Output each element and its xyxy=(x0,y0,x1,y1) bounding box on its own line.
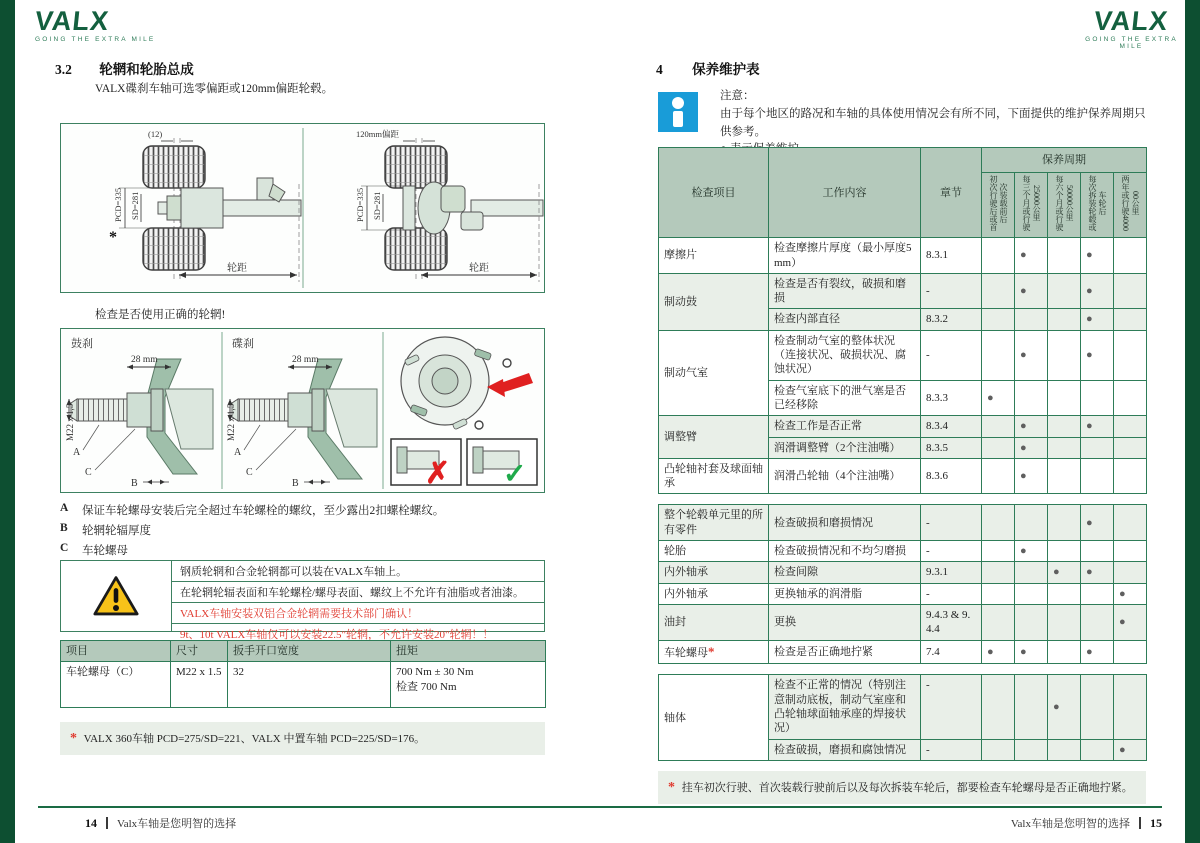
torque-header-size: 尺寸 xyxy=(171,641,228,662)
label-offset-120: 120mm偏距 xyxy=(356,129,399,139)
dot-cell xyxy=(1048,505,1081,541)
table-row xyxy=(659,505,1147,541)
dot-cell xyxy=(1114,505,1147,541)
abc-legend xyxy=(60,502,560,562)
maintenance-tables xyxy=(658,147,1146,804)
chapter-cell: - xyxy=(921,583,982,604)
period-col-2 xyxy=(1015,173,1048,238)
torque-header-torque: 扭矩 xyxy=(391,641,546,662)
table-row xyxy=(659,541,1147,562)
torque-header-wrench: 扳手开口宽度 xyxy=(228,641,391,662)
hub-panel xyxy=(391,337,537,490)
work-cell: 检查内部直径 xyxy=(769,309,921,330)
header-chapter: 章节 xyxy=(921,148,982,238)
page-number-left: 14 xyxy=(85,815,97,830)
torque-size: M22 x 1.5 xyxy=(171,662,228,708)
label-track-right: 轮距 xyxy=(469,263,489,274)
dot-cell xyxy=(982,238,1015,274)
label-track-left: 轮距 xyxy=(227,263,247,274)
dot-cell: ● xyxy=(1015,330,1048,380)
table-row xyxy=(659,583,1147,604)
period-col-4 xyxy=(1081,173,1114,238)
chapter-cell: - xyxy=(921,541,982,562)
dot-cell xyxy=(1114,458,1147,494)
torque-table xyxy=(60,640,546,708)
footnote-star: * xyxy=(70,731,77,746)
label-a-drum: A xyxy=(73,447,81,458)
dot-cell xyxy=(982,437,1015,458)
dot-cell xyxy=(1081,604,1114,640)
dot-cell xyxy=(1114,380,1147,416)
dot-cell: ● xyxy=(1081,562,1114,583)
disc-panel-label: 碟刹 xyxy=(232,338,254,350)
left-edge-band xyxy=(0,0,15,843)
table-row xyxy=(659,416,1147,437)
dot-cell: ● xyxy=(1081,273,1114,309)
dot-cell xyxy=(1015,380,1048,416)
dot-cell: ● xyxy=(982,640,1015,664)
legend-key-b: B xyxy=(60,522,68,534)
dot-cell xyxy=(1048,330,1081,380)
info-icon xyxy=(658,92,698,132)
header-check-item: 检查项目 xyxy=(659,148,769,238)
work-cell: 检查是否正确地拧紧 xyxy=(769,640,921,664)
label-28mm-drum: 28 mm xyxy=(131,355,158,365)
torque-wrench: 32 xyxy=(228,662,391,708)
legend-text-a: 保证车轮螺母安装后完全超过车轮螺栓的螺纹，至少露出2扣螺栓螺纹。 xyxy=(82,505,445,517)
dot-cell xyxy=(1114,273,1147,309)
dot-cell xyxy=(982,309,1015,330)
dot-cell xyxy=(982,675,1015,739)
dot-cell xyxy=(982,505,1015,541)
left-footnote xyxy=(60,722,545,755)
item-cell: 油封 xyxy=(659,604,769,640)
dot-cell xyxy=(1081,458,1114,494)
item-cell: 摩擦片 xyxy=(659,238,769,274)
warning-line-2: 在轮辋轮辐表面和车轮螺栓/螺母表面、螺纹上不允许有油脂或者油漆。 xyxy=(172,581,544,602)
info-icon-stem xyxy=(673,111,683,127)
label-c-disc: C xyxy=(246,467,253,478)
dot-cell: ● xyxy=(1081,416,1114,437)
chapter-cell: - xyxy=(921,675,982,739)
valx-logo-tagline: GOING THE EXTRA MILE xyxy=(35,36,156,43)
chapter-cell: 9.3.1 xyxy=(921,562,982,583)
section-intro: VALX碟刹车轴可选零偏距或120mm偏距轮毂。 xyxy=(95,83,334,95)
work-cell: 检查破损和磨损情况 xyxy=(769,505,921,541)
legend-row-b xyxy=(60,522,560,538)
label-sd-left: SD=281 xyxy=(130,191,140,220)
section-title: 轮辋和轮胎总成 xyxy=(99,62,194,77)
table-row xyxy=(659,562,1147,583)
section-heading xyxy=(55,58,194,78)
dot-cell xyxy=(1048,273,1081,309)
work-cell: 更换轴承的润滑脂 xyxy=(769,583,921,604)
work-cell: 检查间隙 xyxy=(769,562,921,583)
footer-rule xyxy=(38,806,1162,808)
valx-logo-right xyxy=(1078,8,1185,50)
item-cell: 调整臂 xyxy=(659,416,769,459)
valx-logo-tagline-right: GOING THE EXTRA MILE xyxy=(1085,36,1178,50)
dot-cell xyxy=(1015,583,1048,604)
dot-cell xyxy=(1015,739,1048,760)
chapter-cell: 8.3.5 xyxy=(921,437,982,458)
footer-separator xyxy=(1139,817,1141,829)
legend-text-b: 轮辋轮辐厚度 xyxy=(82,525,151,537)
item-cell: 整个轮毂单元里的所有零件 xyxy=(659,505,769,541)
dot-cell xyxy=(1114,309,1147,330)
period-col-4-label: 每次拆装轮毂或车轮后 xyxy=(1088,175,1107,231)
warning-triangle-icon xyxy=(93,575,139,617)
legend-key-c: C xyxy=(60,542,69,554)
footer-right xyxy=(1011,815,1162,831)
dot-cell: ● xyxy=(1114,739,1147,760)
item-star: * xyxy=(708,643,715,659)
label-a-disc: A xyxy=(234,447,242,458)
dot-cell xyxy=(1048,437,1081,458)
chapter-cell: 8.3.4 xyxy=(921,416,982,437)
maintenance-table-1 xyxy=(658,147,1147,494)
dot-cell xyxy=(982,458,1015,494)
footer-left xyxy=(85,815,236,831)
table-row xyxy=(659,238,1147,274)
work-cell: 检查破损情况和不均匀磨损 xyxy=(769,541,921,562)
info-icon-dot xyxy=(672,97,684,109)
axle-diagrams-svg xyxy=(61,124,544,292)
warning-icon-cell xyxy=(61,561,172,631)
dot-cell: ● xyxy=(1015,640,1048,664)
work-cell: 更换 xyxy=(769,604,921,640)
dot-cell xyxy=(982,416,1015,437)
chapter-cell: - xyxy=(921,739,982,760)
maintenance-table-3 xyxy=(658,674,1147,760)
label-star: * xyxy=(109,229,117,246)
item-cell: 轴体 xyxy=(659,675,769,760)
dot-cell xyxy=(1015,562,1048,583)
label-offset-12: (12) xyxy=(148,129,163,139)
label-b-disc: B xyxy=(292,478,299,489)
dot-cell: ● xyxy=(1048,562,1081,583)
work-cell: 检查工作是否正常 xyxy=(769,416,921,437)
maintenance-section-title: 保养维护表 xyxy=(692,62,760,77)
work-cell: 检查制动气室的整体状况（连接状况、破损状况、腐蚀状况） xyxy=(769,330,921,380)
dot-cell xyxy=(982,330,1015,380)
dot-cell: ● xyxy=(1114,583,1147,604)
item-cell: 凸轮轴衬套及球面轴承 xyxy=(659,458,769,494)
item-label: 车轮螺母 xyxy=(664,646,708,659)
drum-brake-panel xyxy=(65,336,213,489)
maintenance-header-row-1 xyxy=(659,148,1147,173)
work-cell: 检查气室底下的泄气塞是否已经移除 xyxy=(769,380,921,416)
dot-cell xyxy=(1048,380,1081,416)
dot-cell: ● xyxy=(1081,238,1114,274)
dot-cell xyxy=(1048,458,1081,494)
valx-logo-word: VALX xyxy=(33,6,111,36)
period-col-3 xyxy=(1048,173,1081,238)
maintenance-heading xyxy=(656,58,760,78)
dot-cell xyxy=(982,562,1015,583)
dot-cell xyxy=(1114,675,1147,739)
torque-header-row xyxy=(61,641,546,662)
footer-slogan-left: Valx车轴是您明智的选择 xyxy=(117,818,237,830)
right-footnote-text: 挂车初次行驶、首次装载行驶前后以及每次拆装车轮后，都要检查车轮螺母是否正确地拧紧。 xyxy=(681,781,1133,794)
header-period: 保养周期 xyxy=(982,148,1147,173)
dot-cell xyxy=(1114,437,1147,458)
dot-cell xyxy=(1048,238,1081,274)
dot-cell xyxy=(1015,604,1048,640)
footer-separator xyxy=(106,817,108,829)
note-label: 注意： xyxy=(720,90,755,102)
dot-cell: ● xyxy=(1081,309,1114,330)
label-thread-drum: M22 x 1,5 xyxy=(65,403,75,441)
table-row xyxy=(659,330,1147,380)
work-cell: 检查不正常的情况（特别注意制动底板，制动气室座和凸轮轴球面轴承座的焊接状况） xyxy=(769,675,921,739)
dot-cell xyxy=(1114,416,1147,437)
cross-icon: ✗ xyxy=(425,457,451,490)
period-col-2-label: 每三个月或行驶25000公里 xyxy=(1022,175,1041,231)
torque-value-line2: 检查 700 Nm xyxy=(396,680,457,693)
right-stud-box xyxy=(467,439,537,490)
dot-cell: ● xyxy=(1015,238,1048,274)
dot-cell: ● xyxy=(1015,458,1048,494)
item-cell: 轮胎 xyxy=(659,541,769,562)
chapter-cell: - xyxy=(921,505,982,541)
period-col-1 xyxy=(982,173,1015,238)
chapter-cell: 9.4.3 & 9.4.4 xyxy=(921,604,982,640)
table-row xyxy=(659,640,1147,664)
warning-line-3: VALX车轴安装双铝合金轮辋需要技术部门确认！ xyxy=(172,602,544,623)
label-pcd-left: PCD=335 xyxy=(113,187,123,222)
dot-cell xyxy=(1048,416,1081,437)
dot-cell: ● xyxy=(1081,330,1114,380)
maintenance-table-2 xyxy=(658,504,1147,664)
valx-logo xyxy=(35,8,155,44)
torque-item: 车轮螺母（C） xyxy=(61,662,171,708)
right-edge-band xyxy=(1185,0,1200,843)
warning-box xyxy=(60,560,545,641)
dot-cell xyxy=(1114,330,1147,380)
dot-cell xyxy=(1081,583,1114,604)
work-cell: 润滑凸轮轴（4个注油嘴） xyxy=(769,458,921,494)
chapter-cell: 8.3.1 xyxy=(921,238,982,274)
label-c-drum: C xyxy=(85,467,92,478)
period-col-5-label: 两年或行驶400000公里 xyxy=(1121,175,1140,231)
dot-cell xyxy=(1114,640,1147,664)
dot-cell xyxy=(1015,505,1048,541)
footnote-text: VALX 360车轴 PCD=275/SD=221、VALX 中置车轴 PCD=225/SD=176。 xyxy=(83,733,426,745)
page-15 xyxy=(600,0,1185,843)
legend-row-c xyxy=(60,542,560,558)
dot-cell xyxy=(982,604,1015,640)
dot-cell xyxy=(1114,541,1147,562)
warning-line-4: 9t、10t VALX车轴仅可以安装22.5"轮辋，不允许安装20"轮辋！！ xyxy=(172,623,544,644)
dot-cell xyxy=(1015,309,1048,330)
torque-row xyxy=(61,662,546,708)
dot-cell xyxy=(1048,541,1081,562)
chapter-cell: 8.3.6 xyxy=(921,458,982,494)
dot-cell xyxy=(1114,562,1147,583)
chapter-cell: 8.3.3 xyxy=(921,380,982,416)
legend-row-a xyxy=(60,502,560,518)
label-b-drum: B xyxy=(131,478,138,489)
label-28mm-disc: 28 mm xyxy=(292,355,319,365)
warning-line-1: 钢质轮辋和合金轮辋都可以装在VALX车轴上。 xyxy=(180,566,408,578)
dot-cell xyxy=(1081,675,1114,739)
axle-diagram-box xyxy=(60,123,545,293)
check-rim-heading: 检查是否使用正确的轮辋! xyxy=(95,309,226,321)
label-thread-disc: M22 x 1,5 xyxy=(226,403,236,441)
period-col-1-label: 初次行驶后或首次装载前后 xyxy=(989,175,1008,231)
chapter-cell: - xyxy=(921,330,982,380)
work-cell: 润滑调整臂（2个注油嘴） xyxy=(769,437,921,458)
torque-header-item: 项目 xyxy=(61,641,171,662)
chapter-cell: 7.4 xyxy=(921,640,982,664)
dot-cell xyxy=(982,273,1015,309)
header-work-content: 工作内容 xyxy=(769,148,921,238)
note-line1: 由于每个地区的路况和车轴的具体使用情况会有所不同，下面提供的维护保养周期只供参考。 xyxy=(720,107,1146,138)
right-footnote xyxy=(658,771,1146,804)
disc-brake-panel xyxy=(226,336,377,489)
dot-cell xyxy=(1048,640,1081,664)
footer-slogan-right: Valx车轴是您明智的选择 xyxy=(1010,818,1130,830)
table-row xyxy=(659,273,1147,309)
dot-cell xyxy=(982,541,1015,562)
dot-cell xyxy=(1081,541,1114,562)
axle-120-offset-drawing xyxy=(355,129,543,282)
dot-cell: ● xyxy=(1015,416,1048,437)
label-sd-right: SD=281 xyxy=(372,191,382,220)
table-row xyxy=(659,458,1147,494)
dot-cell: ● xyxy=(1048,675,1081,739)
dot-cell xyxy=(1015,675,1048,739)
section-number: 3.2 xyxy=(55,62,72,77)
dot-cell: ● xyxy=(982,380,1015,416)
period-col-5 xyxy=(1114,173,1147,238)
dot-cell xyxy=(1048,604,1081,640)
torque-value xyxy=(391,662,546,708)
dot-cell xyxy=(982,583,1015,604)
valx-logo-word-right: VALX xyxy=(1092,6,1171,36)
legend-text-c: 车轮螺母 xyxy=(82,545,128,557)
item-cell: 制动气室 xyxy=(659,330,769,415)
dot-cell xyxy=(1081,739,1114,760)
item-cell: 内外轴承 xyxy=(659,583,769,604)
dot-cell xyxy=(1081,380,1114,416)
check-icon: ✓ xyxy=(503,459,527,490)
right-footnote-star: * xyxy=(668,779,675,795)
item-cell: 内外轴承 xyxy=(659,562,769,583)
dot-cell: ● xyxy=(1015,437,1048,458)
drum-panel-label: 鼓刹 xyxy=(71,338,93,350)
work-cell: 检查摩擦片厚度（最小厚度5mm） xyxy=(769,238,921,274)
dot-cell xyxy=(1081,437,1114,458)
dot-cell xyxy=(1048,309,1081,330)
torque-value-line1: 700 Nm ± 30 Nm xyxy=(396,666,474,679)
page-number-right: 15 xyxy=(1150,815,1162,830)
dot-cell xyxy=(982,739,1015,760)
item-cell: 制动鼓 xyxy=(659,273,769,330)
dot-cell xyxy=(1114,238,1147,274)
chapter-cell: 8.3.2 xyxy=(921,309,982,330)
dot-cell: ● xyxy=(1114,604,1147,640)
work-cell: 检查是否有裂纹，破损和磨损 xyxy=(769,273,921,309)
axle-zero-offset-drawing xyxy=(109,129,301,282)
maintenance-section-number: 4 xyxy=(656,62,663,77)
label-pcd-right: PCD=335 xyxy=(355,187,365,222)
item-cell xyxy=(659,640,769,664)
dot-cell xyxy=(1048,739,1081,760)
page-14 xyxy=(15,0,600,843)
dot-cell: ● xyxy=(1015,273,1048,309)
work-cell: 检查破损，磨损和腐蚀情况 xyxy=(769,739,921,760)
warning-lines xyxy=(172,561,544,641)
dot-cell: ● xyxy=(1081,505,1114,541)
stud-diagram-box xyxy=(60,328,545,493)
table-row xyxy=(659,675,1147,739)
wrong-stud-box xyxy=(391,439,461,490)
dot-cell xyxy=(1048,583,1081,604)
period-col-3-label: 每六个月或行驶50000公里 xyxy=(1055,175,1074,231)
dot-cell: ● xyxy=(1015,541,1048,562)
legend-key-a: A xyxy=(60,502,69,514)
table-row xyxy=(659,604,1147,640)
chapter-cell: - xyxy=(921,273,982,309)
dot-cell: ● xyxy=(1081,640,1114,664)
stud-diagrams-svg xyxy=(61,329,544,492)
